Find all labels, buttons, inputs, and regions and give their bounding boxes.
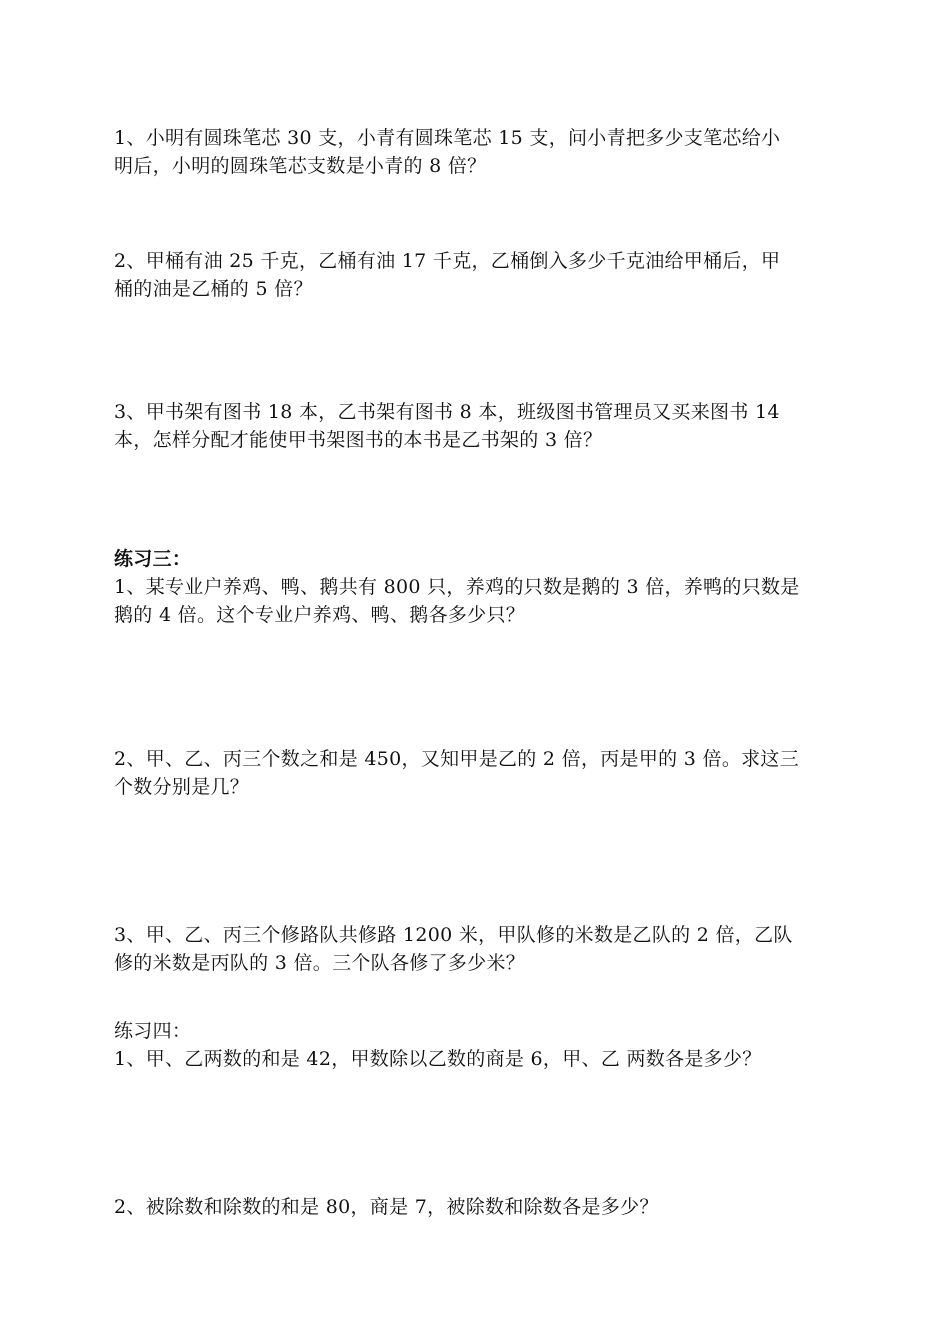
section-4 [114, 1017, 844, 1073]
problem-text-line: 2、甲桶有油 25 千克，乙桶有油 17 千克，乙桶倒入多少千克油给甲桶后，甲 [114, 250, 781, 272]
problem-text-line: 本，怎样分配才能使甲书架图书的本书是乙书架的 3 倍？ [114, 429, 603, 451]
problem-text-line: 明后，小明的圆珠笔芯支数是小青的 8 倍？ [114, 155, 487, 177]
problem-text-line: 鹅的 4 倍。这个专业户养鸡、鸭、鹅各多少只？ [114, 604, 526, 626]
section-title: 练习三： [114, 548, 192, 570]
problem-text-line: 3、甲书架有图书 18 本，乙书架有图书 8 本，班级图书管理员又买来图书 14 [114, 401, 780, 423]
problem-s3-3 [114, 921, 844, 977]
problem-text-line: 修的米数是丙队的 3 倍。三个队各修了多少米？ [114, 952, 526, 974]
problem-text-line: 1、某专业户养鸡、鸭、鹅共有 800 只，养鸡的只数是鹅的 3 倍，养鸭的只数是 [114, 576, 800, 598]
problem-s3-2 [114, 745, 844, 801]
section-3 [114, 545, 844, 629]
section-title: 练习四： [114, 1020, 192, 1042]
problem-text-line: 3、甲、乙、丙三个修路队共修路 1200 米，甲队修的米数是乙队的 2 倍，乙队 [114, 924, 793, 946]
problem-text-line: 1、甲、乙两数的和是 42，甲数除以乙数的商是 6，甲、乙 两数各是多少？ [114, 1048, 762, 1070]
problem-text-line: 桶的油是乙桶的 5 倍？ [114, 278, 313, 300]
problem-s2-2 [114, 247, 844, 303]
problem-text-line: 1、小明有圆珠笔芯 30 支，小青有圆珠笔芯 15 支，问小青把多少支笔芯给小 [114, 127, 781, 149]
problem-s2-3 [114, 398, 844, 454]
problem-s4-2 [114, 1193, 844, 1221]
problem-text-line: 个数分别是几？ [114, 776, 250, 798]
problem-s2-1 [114, 124, 844, 180]
problem-text-line: 2、甲、乙、丙三个数之和是 450，又知甲是乙的 2 倍，丙是甲的 3 倍。求这三 [114, 748, 800, 770]
problem-text-line: 2、被除数和除数的和是 80，商是 7，被除数和除数各是多少？ [114, 1196, 659, 1218]
